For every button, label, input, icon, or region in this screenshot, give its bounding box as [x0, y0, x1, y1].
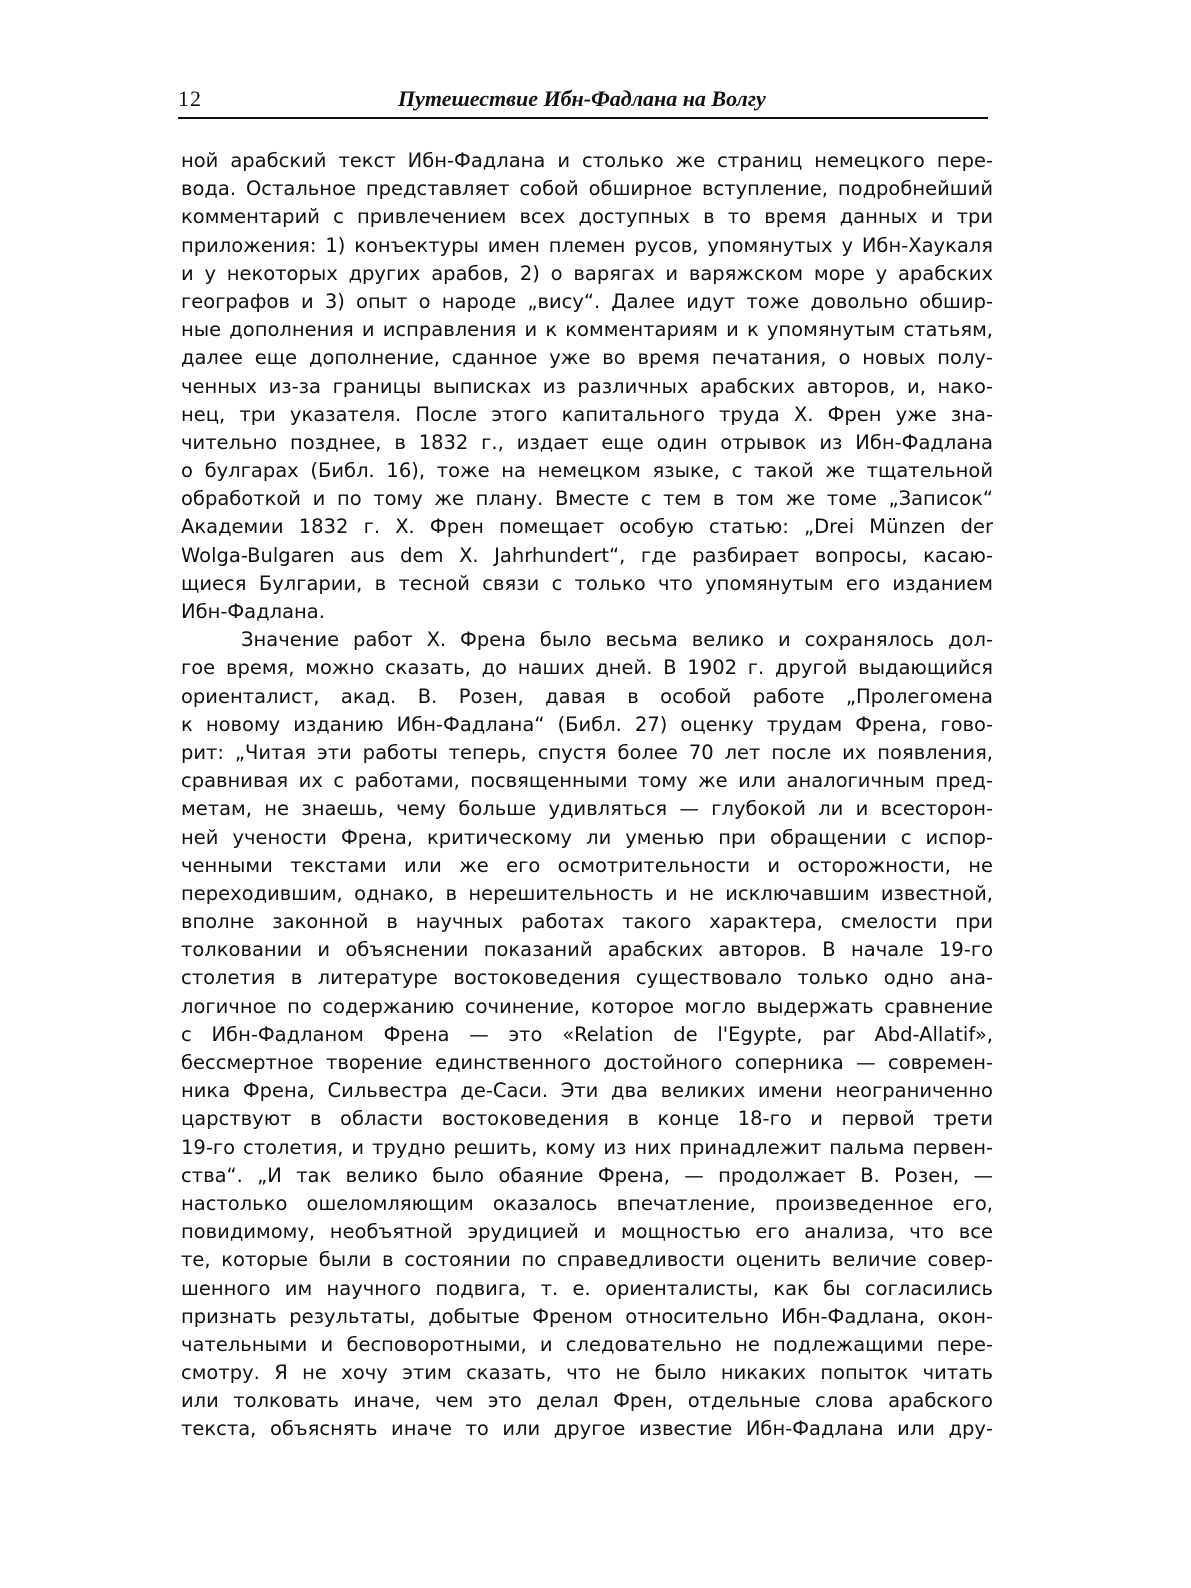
- paragraph: [181, 147, 993, 626]
- text-line: приложения: 1) конъектуры имен племен русов, упомянутых у Ибн-Хаукаля: [181, 233, 993, 257]
- text-line: Значение работ Х. Френа было весьма велико и сохранялось дол-: [241, 628, 993, 652]
- text-line: толковании и объяснении показаний арабских авторов. В начале 19-го: [181, 938, 993, 962]
- text-line: и у некоторых других арабов, 2) о варягах и варяжском море у арабских: [181, 261, 993, 285]
- text-line: смотру. Я не хочу этим сказать, что не было никаких попыток читать: [181, 1361, 993, 1385]
- text-line: чательными и бесповоротными, и следовательно не подлежащими пере-: [181, 1332, 993, 1356]
- text-line: логичное по содержанию сочинение, которое могло выдержать сравнение: [181, 994, 993, 1018]
- page-number: 12: [178, 86, 202, 111]
- text-line: те, которые были в состоянии по справедливости оценить величие совер-: [181, 1248, 993, 1272]
- text-line: переходившим, однако, в нерешительность и не исключавшим известной,: [181, 881, 993, 905]
- text-line: комментарий с привлечением всех доступных в то время данных и три: [181, 205, 993, 229]
- text-line: шенного им научного подвига, т. е. ориенталисты, как бы согласились: [181, 1276, 993, 1300]
- text-line: щиеся Булгарии, в тесной связи с только что упомянутым его изданием: [181, 571, 993, 595]
- text-line: текста, объяснять иначе то или другое известие Ибн-Фадлана или дру-: [181, 1417, 993, 1441]
- text-line: метам, не знаешь, чему больше удивляться — глубокой ли и всесторон-: [181, 797, 993, 821]
- text-line: к новому изданию Ибн-Фадлана“ (Библ. 27) оценку трудам Френа, гово-: [181, 712, 993, 736]
- text-line: ней учености Френа, критическому ли уменью при обращении с испор-: [181, 825, 993, 849]
- text-line: с Ибн-Фадланом Френа — это «Relation de l'Egypte, par Abd-Allatif»,: [181, 1022, 993, 1046]
- text-line: ченными текстами или же его осмотрительности и осторожности, не: [181, 853, 993, 877]
- text-line: обработкой и по тому же плану. Вместе с тем в том же томе „Записок“: [181, 487, 993, 511]
- text-line: гое время, можно сказать, до наших дней. В 1902 г. другой выдающийся: [181, 656, 993, 680]
- paragraph: [181, 626, 993, 1443]
- text-line: или толковать иначе, чем это делал Френ, отдельные слова арабского: [181, 1389, 993, 1413]
- text-line: о булгарах (Библ. 16), тоже на немецком языке, с такой же тщательной: [181, 459, 993, 483]
- text-line: ные дополнения и исправления и к комментариям и к упомянутым статьям,: [181, 318, 993, 342]
- text-line: столетия в литературе востоковедения существовало только одно ана-: [181, 966, 993, 990]
- text-line: ориенталист, акад. В. Розен, давая в особой работе „Пролегомена: [181, 684, 993, 708]
- text-line: рит: „Читая эти работы теперь, спустя более 70 лет после их появления,: [181, 740, 993, 764]
- text-line: вполне законной в научных работах такого характера, смелости при: [181, 910, 993, 934]
- text-line: далее еще дополнение, сданное уже во время печатания, о новых полу-: [181, 346, 993, 370]
- text-line: 19-го столетия, и трудно решить, кому из них принадлежит пальма первен-: [181, 1135, 993, 1159]
- text-line: вода. Остальное представляет собой обширное вступление, подробнейший: [181, 177, 993, 201]
- text-line: Академии 1832 г. Х. Френ помещает особую статью: „Drei Münzen der: [181, 515, 993, 539]
- page-header: [178, 86, 988, 116]
- text-line: повидимому, необъятной эрудицией и мощностью его анализа, что все: [181, 1220, 993, 1244]
- text-line: Ибн-Фадлана.: [181, 600, 325, 623]
- text-line: ника Френа, Сильвестра де-Саси. Эти два великих имени неограниченно: [181, 1079, 993, 1103]
- text-line: настолько ошеломляющим оказалось впечатление, произведенное его,: [181, 1191, 993, 1215]
- text-line: ства“. „И так велико было обаяние Френа, — продолжает В. Розен, —: [181, 1163, 993, 1187]
- text-line: бессмертное творение единственного достойного соперника — современ-: [181, 1051, 993, 1074]
- text-line: чительно позднее, в 1832 г., издает еще один отрывок из Ибн-Фадлана: [181, 430, 993, 454]
- text-line: сравнивая их с работами, посвященными тому же или аналогичным пред-: [181, 769, 993, 793]
- text-line: Wolga-Bulgaren aus dem X. Jahrhundert“, где разбирает вопросы, касаю-: [181, 543, 993, 567]
- header-rule: [178, 117, 988, 119]
- body-text: [181, 147, 993, 1444]
- text-line: нец, три указателя. После этого капитального труда Х. Френ уже зна-: [181, 402, 993, 426]
- text-line: признать результаты, добытые Френом относительно Ибн-Фадлана, окон-: [181, 1304, 993, 1328]
- text-line: ченных из-за границы выписках из различных арабских авторов, и, нако-: [181, 374, 993, 398]
- running-title: Путешествие Ибн-Фадлана на Волгу: [398, 86, 766, 111]
- text-line: царствуют в области востоковедения в конце 18-го и первой трети: [181, 1107, 993, 1131]
- text-line: географов и 3) опыт о народе „вису“. Далее идут тоже довольно обшир-: [181, 289, 993, 313]
- text-line: ной арабский текст Ибн-Фадлана и столько же страниц немецкого пере-: [181, 149, 993, 172]
